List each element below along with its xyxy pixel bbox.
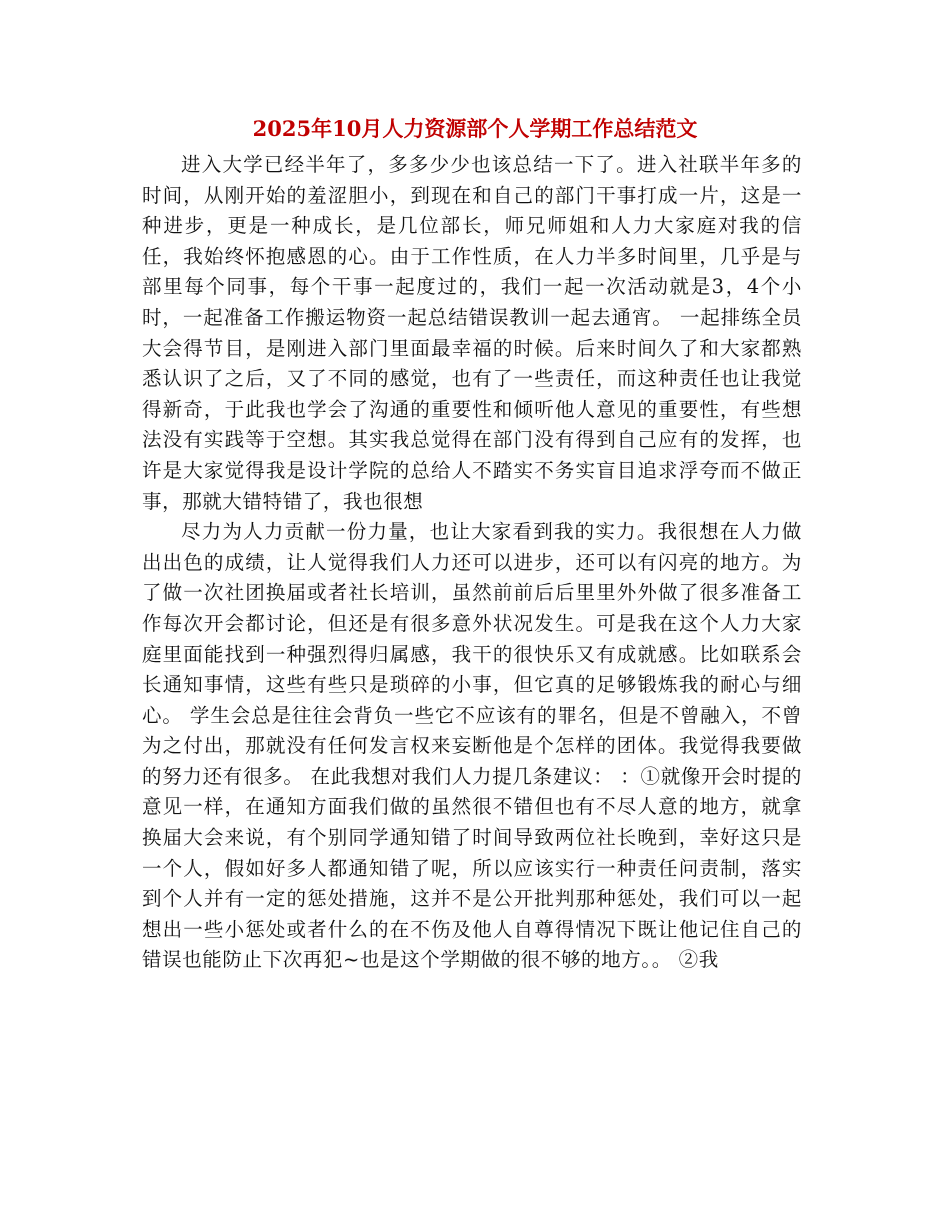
paragraph-2: 尽力为人力贡献一份力量，也让大家看到我的实力。我很想在人力做出出色的成绩，让人觉得我们人力还可以进步，还可以有闪亮的地方。为了做一次社团换届或者社长培训，虽然前前后后里里外外做了很多准备工作每次开会都讨论，但还是有很多意外状况发生。可是我在这个人力大家庭里面能找到一种强烈得归属感，我干的很快乐又有成就感。比如联系会长通知事情，这些有些只是琐碎的小事，但它真的足够锻炼我的耐心与细心。 学生会总是往往会背负一些它不应该有的罪名，但是不曾融入，不曾为之付出，那就没有任何发言权来妄断他是个怎样的团体。我觉得我要做的努力还有很多。 在此我想对我们人力提几条建议： ：①就像开会时提的意见一样，在通知方面我们做的虽然很不错但也有不尽人意的地方，就拿换届大会来说，有个别同学通知错了时间导致两位社长晚到，幸好这只是一个人，假如好多人都通知错了呢，所以应该实行一种责任问责制，落实到个人并有一定的惩处措施，这并不是公开批判那种惩处，我们可以一起想出一些小惩处或者什么的在不伤及他人自尊得情况下既让他记住自己的错误也能防止下次再犯~也是这个学期做的很不够的地方。。 ②我 xyxy=(142,520,802,972)
document-title: 2025年10月人力资源部个人学期工作总结范文 xyxy=(252,116,698,141)
paragraph-1: 进入大学已经半年了，多多少少也该总结一下了。进入社联半年多的时间，从刚开始的羞涩胆小，到现在和自己的部门干事打成一片，这是一种进步，更是一种成长，是几位部长，师兄师姐和人力大家庭对我的信任，我始终怀抱感恩的心。由于工作性质，在人力半多时间里，几乎是与部里每个同事，每个干事一起度过的，我们一起一次活动就是3，4个小时，一起准备工作搬运物资一起总结错误教训一起去通宵。 一起排练全员大会得节目，是刚进入部门里面最幸福的时候。后来时间久了和大家都熟悉认识了之后，又了不同的感觉，也有了一些责任，而这种责任也让我觉得新奇，于此我也学会了沟通的重要性和倾听他人意见的重要性，有些想法没有实践等于空想。其实我总觉得在部门没有得到自己应有的发挥，也许是大家觉得我是设计学院的总给人不踏实不务实盲目追求浮夸而不做正事，那就大错特错了，我也很想 xyxy=(142,153,802,513)
document-body xyxy=(142,150,802,976)
